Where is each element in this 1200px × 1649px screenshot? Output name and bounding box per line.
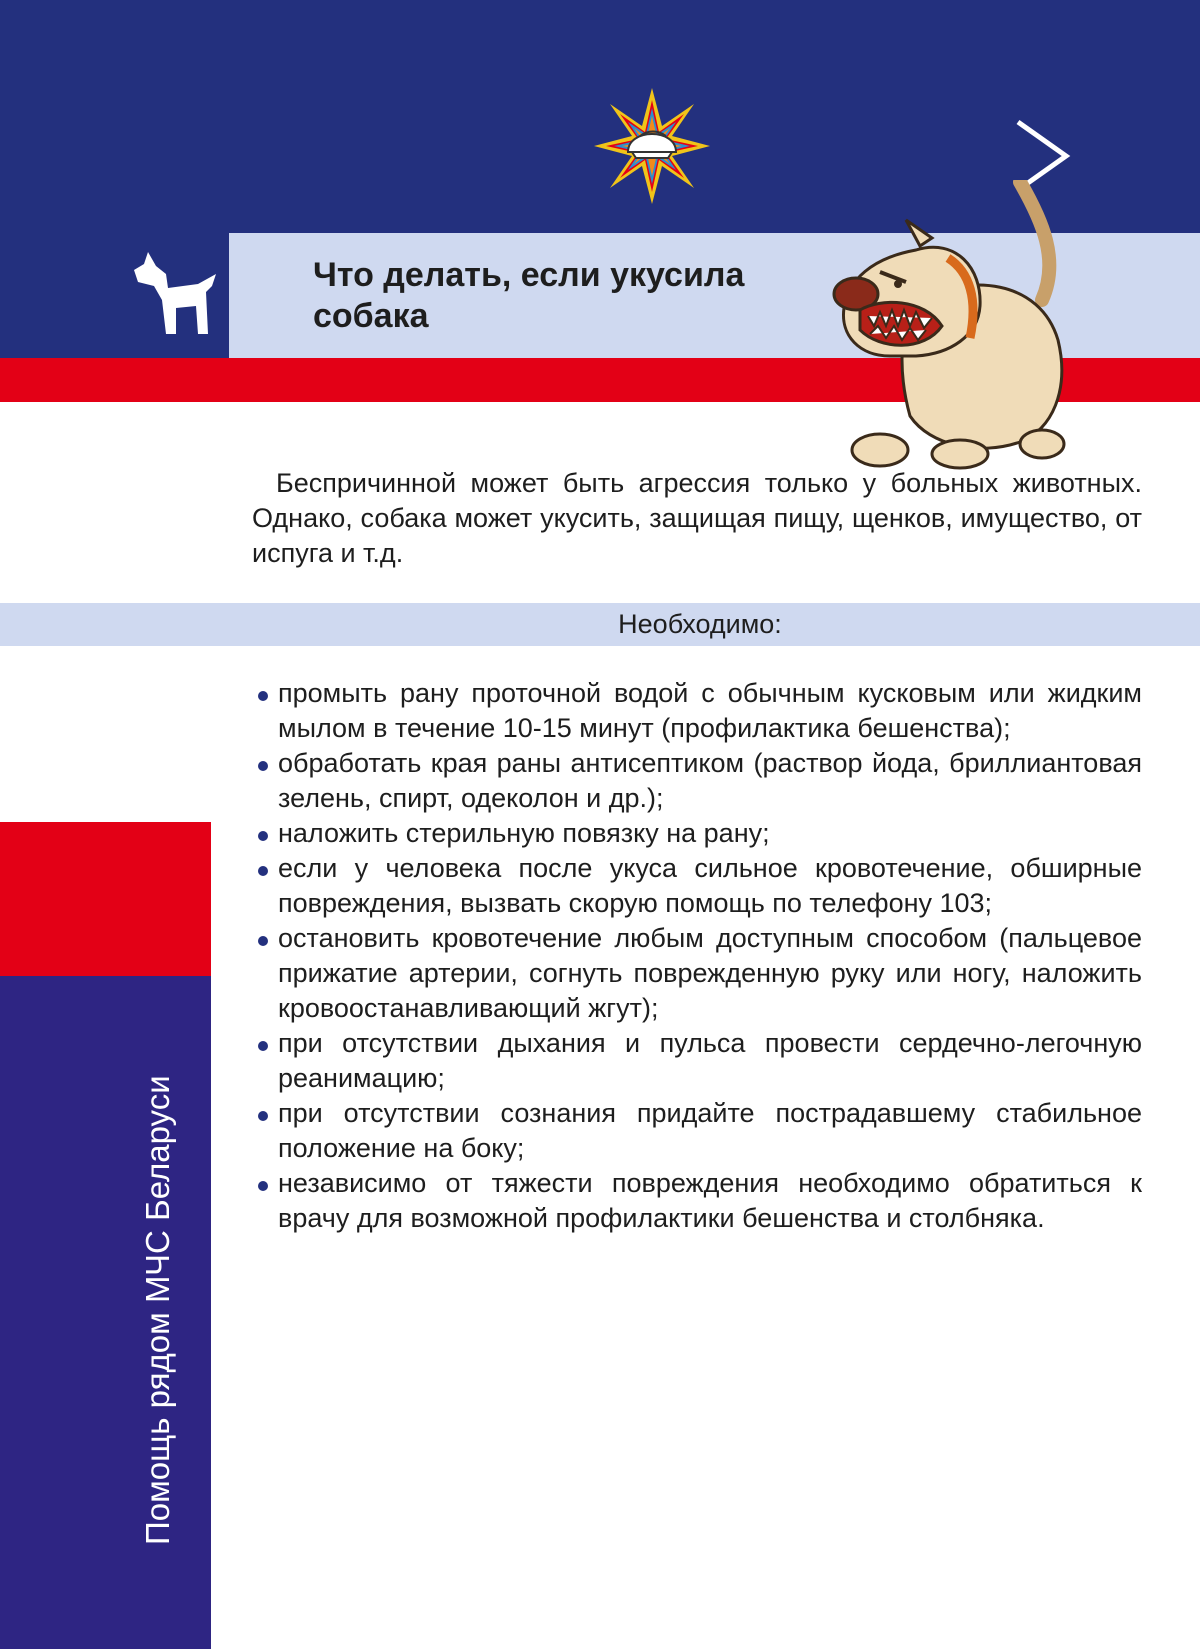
list-item-text: если у человека после укуса сильное кровотечение, обширные повреждения, вызвать скорую помощь по телефону 103;	[278, 853, 1142, 918]
bullet-icon	[258, 691, 268, 701]
sidebar-slogan: Помощь рядом МЧС Беларуси	[139, 1075, 176, 1545]
list-item-text: промыть рану проточной водой с обычным кусковым или жидким мылом в течение 10-15 минут (профилактика бешенства);	[278, 678, 1142, 743]
angry-dog-illustration	[820, 180, 1090, 470]
bullet-icon	[258, 866, 268, 876]
list-item	[258, 676, 1142, 746]
bullet-icon	[258, 936, 268, 946]
list-item-text: обработать края раны антисептиком (раствор йода, бриллиантовая зелень, спирт, одеколон и др.);	[278, 748, 1142, 813]
steps-list	[258, 676, 1142, 1236]
list-item	[258, 921, 1142, 1026]
page-title: Что делать, если укусила собака	[313, 256, 745, 335]
intro-paragraph: Беспричинной может быть агрессия только у больных животных. Однако, собака может укусить, защищая пищу, щенков, имущество, от испуга и т.д.	[252, 468, 1142, 568]
sidebar-blue-block	[0, 976, 211, 1649]
list-item	[258, 746, 1142, 816]
list-item	[258, 1026, 1142, 1096]
list-item	[258, 851, 1142, 921]
section-heading: Необходимо:	[618, 609, 782, 639]
bullet-icon	[258, 761, 268, 771]
bullet-icon	[258, 831, 268, 841]
sidebar-red-block	[0, 822, 211, 976]
list-item-text: независимо от тяжести повреждения необходимо обратиться к врачу для возможной профилактики бешенства и столбняка.	[278, 1168, 1142, 1233]
emergency-star-logo-icon	[592, 86, 712, 206]
bullet-icon	[258, 1041, 268, 1051]
list-item	[258, 1166, 1142, 1236]
list-item-text: при отсутствии сознания придайте пострадавшему стабильное положение на боку;	[278, 1098, 1142, 1163]
list-item-text: при отсутствии дыхания и пульса провести сердечно-легочную реанимацию;	[278, 1028, 1142, 1093]
list-item	[258, 1096, 1142, 1166]
bullet-icon	[258, 1111, 268, 1121]
list-item-text: наложить стерильную повязку на рану;	[278, 818, 770, 848]
dog-silhouette-icon	[126, 248, 226, 338]
bullet-icon	[258, 1181, 268, 1191]
list-item-text: остановить кровотечение любым доступным способом (пальцевое прижатие артерии, согнуть поврежденную руку или ногу, наложить кровоостанавливающий жгут);	[278, 923, 1142, 1023]
list-item	[258, 816, 1142, 851]
